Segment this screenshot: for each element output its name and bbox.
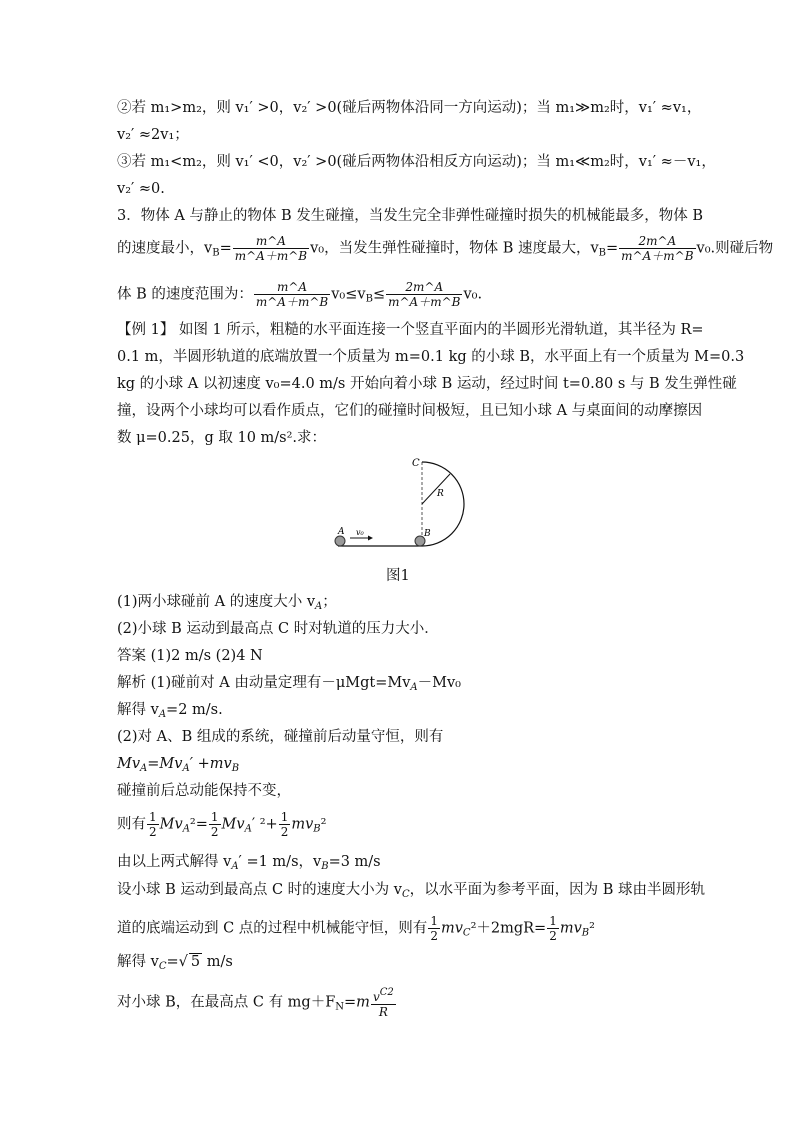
text-seg: v₀，当发生弹性碰撞时，物体 B 速度最大，v [310,240,599,257]
subscript: B [365,293,373,305]
text-seg: Mv [221,816,245,833]
text-seg: 解得 v [117,954,159,970]
subscript: A [182,763,190,774]
subscript: A [315,601,323,612]
analysis-line-2 [117,700,223,725]
subscript: A [410,682,418,693]
text-seg: 则有 [117,816,146,833]
sqrt-sign: √ [178,954,188,970]
text-seg: ，以水平面为参考平面，因为 B 球由半圆形轨 [409,882,706,898]
text-seg: －Mv₀ [417,675,461,691]
subscript: B [212,247,220,259]
text-seg: Mv [159,816,183,833]
text-seg: =2 m/s. [166,702,223,718]
analysis-line-7 [117,852,381,877]
fraction-mA-over-sum [254,280,330,309]
text-seg: v₀≤v [331,286,366,303]
fraction-vc2-over-r [371,986,396,1019]
answer-line: 答案 (1)2 m/s (2)4 N [117,648,263,664]
frac-den: 2 [549,929,557,943]
text-seg: =m [344,994,370,1011]
text-seg: =Mv [147,756,183,772]
text-line-1: ②若 m₁>m₂，则 v₁′ >0，v₂′ >0(碰后两物体沿同一方向运动)；当 m₁≫m₂时，v₁′ ≈v₁， [117,100,702,116]
text-line-5: 3．物体 A 与静止的物体 B 发生碰撞，当发生完全非弹性碰撞时损失的机械能最多，物体 B [117,208,704,224]
text-seg: v [372,990,380,1004]
frac-num: 2m^A [405,280,444,294]
text-line-12: 数 μ=0.25，g 取 10 m/s².求： [117,430,327,446]
text-line-3: ③若 m₁<m₂，则 v₁′ <0，v₂′ >0(碰后两物体沿相反方向运动)；当 m₁≪m₂时，v₁′ ≈－v₁， [117,154,716,170]
analysis-line-6 [117,810,326,840]
analysis-line-3: (2)对 A、B 组成的系统，碰撞前后动量守恒，则有 [117,729,444,745]
text-line-14: (2)小球 B 运动到最高点 C 时对轨道的压力大小． [117,621,439,637]
text-seg: ≤ [372,286,386,303]
label-r: R [437,489,444,499]
analysis-line-11 [117,986,397,1019]
text-seg: 设小球 B 运动到最高点 C 时的速度大小为 v [117,882,402,898]
text-line-9: 0.1 m，半圆形轨道的底端放置一个质量为 m=0.1 kg 的小球 B，水平面上有一个质量为 M=0.3 [117,349,745,365]
analysis-line-8 [117,880,705,905]
text-seg: ′ +mv [189,756,232,772]
fraction-2mA-over-sum [386,280,462,309]
fraction-mA-over-sum [233,234,309,263]
analysis-line-9 [117,914,595,944]
frac-den: 2 [149,825,157,839]
text-seg: 体 B 的速度范围为： [117,286,253,303]
text-seg: mv [559,920,582,937]
text-line-10: kg 的小球 A 以初速度 v₀=4.0 m/s 开始向着小球 B 运动，经过时间 t=0.80 s 与 B 发生弹性碰 [117,376,737,392]
text-seg: 解析 (1)碰前对 A 由动量定理有－μMgt=Mv [117,675,411,691]
frac-num: 1 [280,810,289,824]
figure-1-diagram [320,452,520,562]
frac-num: 1 [549,914,557,928]
sqrt-radicand: 5 [190,954,201,970]
text-seg: = [166,954,179,970]
text-seg: v₀.则碰后物 [696,240,774,257]
label-b: B [424,529,431,539]
text-seg: ²＋2mgR= [470,920,547,937]
frac-den: m^A＋m^B [621,249,694,263]
frac-num: 2m^A [638,234,677,248]
frac-num: 1 [210,810,219,824]
text-seg: = [219,240,232,257]
subscript: B [321,861,329,872]
analysis-line-4 [117,754,239,779]
frac-num: 1 [149,810,157,824]
fraction-half [147,810,159,839]
superscript: C2 [379,987,394,998]
text-seg: ² [589,920,595,937]
frac-den: R [371,1004,396,1019]
text-seg: 由以上两式解得 v [117,854,232,870]
fraction-half [209,810,221,839]
frac-num: m^A [277,280,308,294]
text-line-13 [117,592,337,617]
text-seg: =3 m/s [328,854,381,870]
analysis-line-1 [117,673,461,698]
text-seg: mv [440,920,463,937]
text-line-7 [117,280,482,310]
text-line-4: v₂′ ≈0. [117,181,165,197]
fraction-half [279,810,291,839]
subscript: A [182,823,190,835]
analysis-line-5: 碰撞前后总动能保持不变， [117,783,291,799]
text-seg: 解得 v [117,702,159,718]
subscript: C [158,961,167,972]
radius-line [422,474,450,504]
figure-caption: 图1 [386,568,410,584]
text-seg: ′ =1 m/s，v [238,854,322,870]
frac-den: 2 [430,929,438,943]
subscript: A [158,709,167,720]
text-seg: (1)两小球碰前 A 的速度大小 v [117,594,316,610]
subscript: A [231,861,239,872]
subscript: C [402,889,410,900]
text-seg: Mv [117,756,141,772]
subscript: A [244,823,252,835]
subscript: B [581,927,590,939]
ball-a [335,536,345,546]
label-v0: v₀ [356,528,364,537]
subscript: C [462,927,471,939]
fraction-half [428,914,440,943]
label-c: C [412,458,420,469]
text-seg: ²= [189,816,208,833]
text-line-8: 【例 1】 如图 1 所示，粗糙的水平面连接一个竖直平面内的半圆形光滑轨道，其半径为 R= [117,322,704,338]
frac-den: m^A＋m^B [234,249,308,263]
text-seg: v₀. [463,286,483,303]
fraction-2mA-over-sum [619,234,695,263]
text-seg: = [606,240,619,257]
text-seg: ′ ²+ [251,816,278,833]
frac-den: 2 [210,825,219,839]
subscript: A [140,763,148,774]
text-seg: ； [322,594,337,610]
text-seg: m/s [202,954,233,970]
text-seg: 的速度最小，v [117,240,213,257]
subscript: B [598,247,607,259]
frac-den: m^A＋m^B [388,295,461,309]
subscript: B [313,823,321,835]
text-seg: ² [320,816,327,833]
subscript: N [335,1001,345,1013]
frac-num: m^A [255,234,286,248]
text-line-6 [117,234,773,264]
label-a: A [338,527,345,537]
frac-den: 2 [280,825,289,839]
text-line-11: 撞，设两个小球均可以看作质点，它们的碰撞时间极短，且已知小球 A 与桌面间的动摩擦因 [117,403,703,419]
analysis-line-10 [117,952,233,977]
text-seg: 道的底端运动到 C 点的过程中机械能守恒，则有 [117,920,428,937]
frac-num: 1 [430,914,438,928]
subscript: B [231,763,240,774]
text-line-2: v₂′ ≈2v₁； [117,127,189,143]
fraction-half [547,914,559,943]
frac-num [371,986,396,1004]
frac-den: m^A＋m^B [255,295,329,309]
text-seg: 对小球 B，在最高点 C 有 mg＋F [117,994,336,1011]
arrow-head [368,536,373,541]
text-seg: mv [291,816,314,833]
